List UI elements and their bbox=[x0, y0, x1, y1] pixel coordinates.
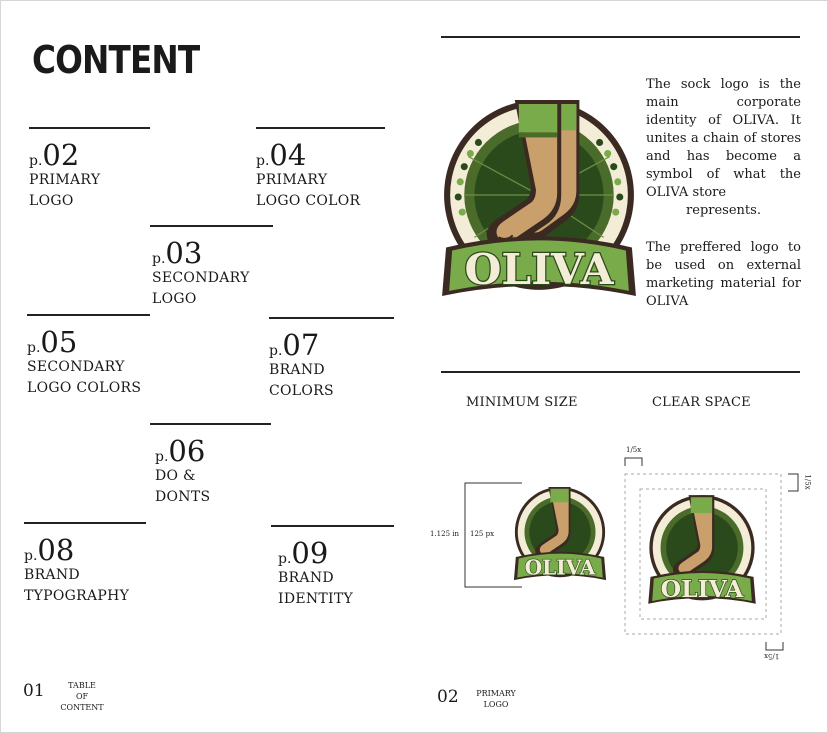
logo-wordmark: OLIVA bbox=[660, 575, 744, 604]
min-size-inches: 1.125 in bbox=[430, 530, 460, 538]
clear-space-top-label: 1/5x bbox=[626, 446, 642, 454]
oliva-logo-clear-space bbox=[646, 492, 758, 608]
toc-entry-08[interactable] bbox=[24, 522, 146, 607]
mid-divider bbox=[441, 371, 800, 373]
toc-entry-03[interactable] bbox=[150, 225, 273, 310]
toc-entry-07[interactable] bbox=[269, 317, 394, 402]
divider bbox=[29, 127, 150, 129]
clear-space-right-label: 1/5x bbox=[803, 474, 812, 490]
logo-wordmark: OLIVA bbox=[464, 244, 614, 295]
toc-entry-05[interactable] bbox=[27, 314, 150, 399]
toc-label: BRAND TYPOGRAPHY bbox=[24, 567, 130, 604]
oliva-logo-minimum bbox=[512, 484, 608, 584]
divider bbox=[150, 423, 271, 425]
toc-entry-04[interactable] bbox=[256, 127, 385, 212]
divider bbox=[24, 522, 146, 524]
page-number: p.04 bbox=[256, 138, 307, 172]
toc-entry-06[interactable] bbox=[150, 423, 271, 508]
minimum-size-title: MINIMUM SIZE bbox=[466, 395, 578, 410]
footer-label: PRIMARY LOGO bbox=[476, 689, 516, 709]
divider bbox=[256, 127, 385, 129]
min-size-pixels: 125 px bbox=[470, 530, 495, 538]
toc-label: BRAND COLORS bbox=[269, 362, 334, 399]
page-number: p.05 bbox=[27, 325, 78, 359]
divider bbox=[269, 317, 394, 319]
oliva-sock-logo bbox=[438, 96, 640, 302]
toc-entry-09[interactable] bbox=[271, 525, 394, 610]
logo-description: The sock logo is the main corporate identity of OLIVA. It unites a chain of stores and has become a symbol of what the OLIVA store represents. bbox=[646, 77, 801, 218]
toc-label: SECONDARY LOGO COLORS bbox=[27, 359, 142, 396]
clear-space-title: CLEAR SPACE bbox=[652, 395, 751, 410]
footer-page-number: 01 bbox=[23, 681, 45, 701]
page-number: p.03 bbox=[152, 236, 203, 270]
toc-label: PRIMARY LOGO COLOR bbox=[256, 172, 361, 209]
footer-page-number: 02 bbox=[437, 687, 459, 707]
logo-usage-note: The preffered logo to be used on external marketing material for OLIVA bbox=[646, 240, 801, 309]
page-number: p.08 bbox=[24, 533, 75, 567]
toc-label: BRAND IDENTITY bbox=[278, 570, 354, 607]
clear-space-bottom-label: 1/5x bbox=[764, 652, 780, 660]
toc-label: DO & DONTS bbox=[155, 468, 211, 505]
toc-label: PRIMARY LOGO bbox=[29, 172, 101, 209]
top-divider bbox=[441, 36, 800, 38]
toc-label: SECONDARY LOGO bbox=[152, 270, 250, 307]
footer-label: TABLE OF CONTENT bbox=[60, 681, 104, 712]
page-number: p.07 bbox=[269, 328, 320, 362]
page-title: CONTENT bbox=[32, 38, 200, 82]
divider bbox=[27, 314, 150, 316]
page-number: p.02 bbox=[29, 138, 80, 172]
divider bbox=[150, 225, 273, 227]
divider bbox=[271, 525, 394, 527]
toc-entry-02[interactable] bbox=[29, 127, 150, 212]
page-number: p.06 bbox=[155, 434, 206, 468]
page-number: p.09 bbox=[278, 536, 329, 570]
logo-wordmark: OLIVA bbox=[524, 555, 596, 580]
